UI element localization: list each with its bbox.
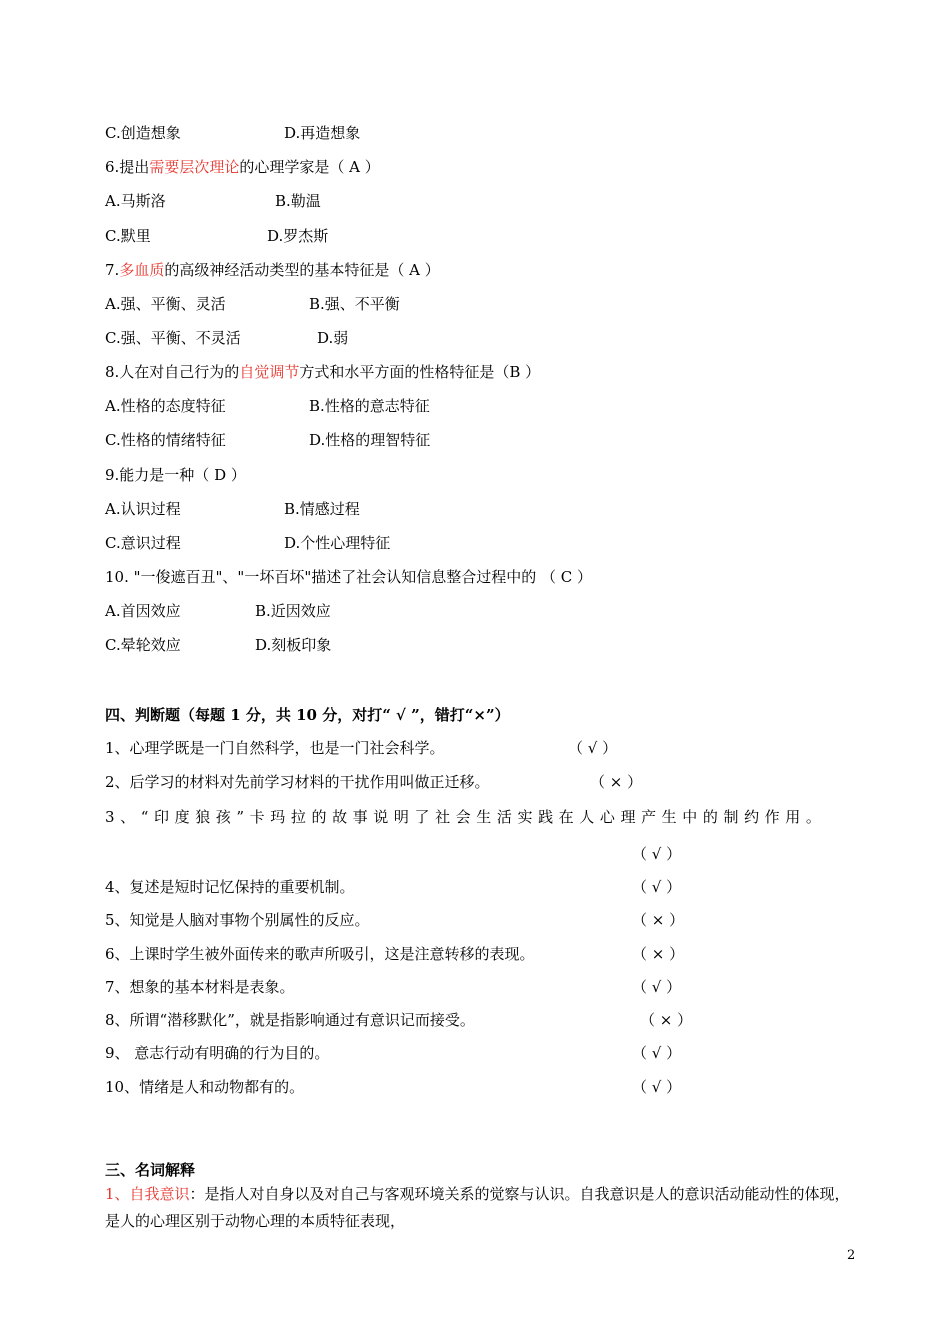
option-a: A.强、平衡、灵活 [105, 295, 226, 313]
option-row [105, 499, 360, 519]
option-a: A.首因效应 [105, 602, 181, 620]
option-c: C.默里 [105, 227, 151, 245]
tf-answer-5: （ × ） [632, 911, 685, 929]
option-c: C.晕轮效应 [105, 636, 181, 654]
highlighted-term: 自觉调节 [239, 363, 300, 381]
option-d: D.弱 [317, 329, 349, 347]
tf-answer-8: （ × ） [640, 1011, 693, 1029]
option-row [105, 635, 332, 655]
option-row [105, 191, 321, 211]
highlighted-term: 多血质 [119, 261, 165, 279]
tf-answer-1: （ √ ） [568, 739, 618, 757]
tf-item-7: 7、想象的基本材料是表象。 [105, 978, 295, 996]
option-row [105, 123, 361, 143]
option-row [105, 226, 329, 246]
tf-item-2: 2、后学习的材料对先前学习材料的干扰作用叫做正迁移。 [105, 773, 490, 791]
tf-answer-4: （ √ ） [632, 878, 682, 896]
tf-item-1: 1、心理学既是一门自然科学，也是一门社会科学。 [105, 739, 445, 757]
tf-item-9: 9、 意志行动有明确的行为目的。 [105, 1044, 330, 1062]
option-row [105, 430, 431, 450]
option-d: D.再造想象 [284, 124, 361, 142]
option-a: A.性格的态度特征 [105, 397, 226, 415]
option-c: C.强、平衡、不灵活 [105, 329, 241, 347]
section-heading-terms: 三、名词解释 [105, 1161, 196, 1179]
tf-item-10: 10、情绪是人和动物都有的。 [105, 1078, 305, 1096]
tf-answer-3: （ √ ） [632, 845, 682, 863]
question-7: 7.多血质的高级神经活动类型的基本特征是（ A ） [105, 261, 440, 279]
tf-item-4: 4、复述是短时记忆保持的重要机制。 [105, 878, 355, 896]
option-a: A.马斯洛 [105, 192, 166, 210]
page-number: 2 [847, 1248, 856, 1263]
tf-item-5: 5、知觉是人脑对事物个别属性的反应。 [105, 911, 370, 929]
question-9: 9.能力是一种（ D ） [105, 466, 246, 484]
option-d: D.性格的理智特征 [309, 431, 431, 449]
option-row [105, 328, 349, 348]
option-c: C.性格的情绪特征 [105, 431, 226, 449]
option-b: B.性格的意志特征 [309, 397, 430, 415]
option-row [105, 601, 331, 621]
tf-answer-7: （ √ ） [632, 978, 682, 996]
question-10: 10. "一俊遮百丑"、"一坏百坏"描述了社会认知信息整合过程中的 （ C ） [105, 568, 593, 586]
option-d: D.刻板印象 [255, 636, 332, 654]
question-8: 8.人在对自己行为的自觉调节方式和水平方面的性格特征是（B ） [105, 363, 541, 381]
option-b: B.勒温 [275, 192, 321, 210]
tf-answer-2: （ × ） [590, 773, 643, 791]
option-b: B.近因效应 [255, 602, 331, 620]
option-d: D.个性心理特征 [284, 534, 391, 552]
term-label: 1、自我意识 [105, 1185, 190, 1203]
section-heading-true-false: 四、判断题（每题 1 分，共 10 分，对打“ √ ”，错打“×”） [105, 706, 510, 724]
option-row [105, 294, 400, 314]
tf-item-3: 3、“印度狼孩”卡玛拉的故事说明了社会生活实践在人心理产生中的制约作用。 [105, 808, 827, 826]
term-definition-1 [105, 1181, 857, 1235]
tf-answer-9: （ √ ） [632, 1044, 682, 1062]
option-c: C.创造想象 [105, 124, 181, 142]
highlighted-term: 需要层次理论 [149, 158, 240, 176]
option-row [105, 533, 391, 553]
option-a: A.认识过程 [105, 500, 181, 518]
option-row [105, 396, 430, 416]
tf-item-8: 8、所谓“潜移默化”，就是指影响通过有意识记而接受。 [105, 1011, 475, 1029]
option-b: B.强、不平衡 [309, 295, 400, 313]
tf-item-6: 6、上课时学生被外面传来的歌声所吸引，这是注意转移的表现。 [105, 945, 535, 963]
option-c: C.意识过程 [105, 534, 181, 552]
tf-answer-10: （ √ ） [632, 1078, 682, 1096]
option-d: D.罗杰斯 [267, 227, 329, 245]
term-definition-text: ：是指人对自身以及对自己与客观环境关系的觉察与认识。自我意识是人的意识活动能动性的体现，是人的心理区别于动物心理的本质特征表现， [105, 1185, 850, 1230]
tf-answer-6: （ × ） [632, 945, 685, 963]
question-6: 6.提出需要层次理论的心理学家是（ A ） [105, 158, 380, 176]
option-b: B.情感过程 [284, 500, 360, 518]
